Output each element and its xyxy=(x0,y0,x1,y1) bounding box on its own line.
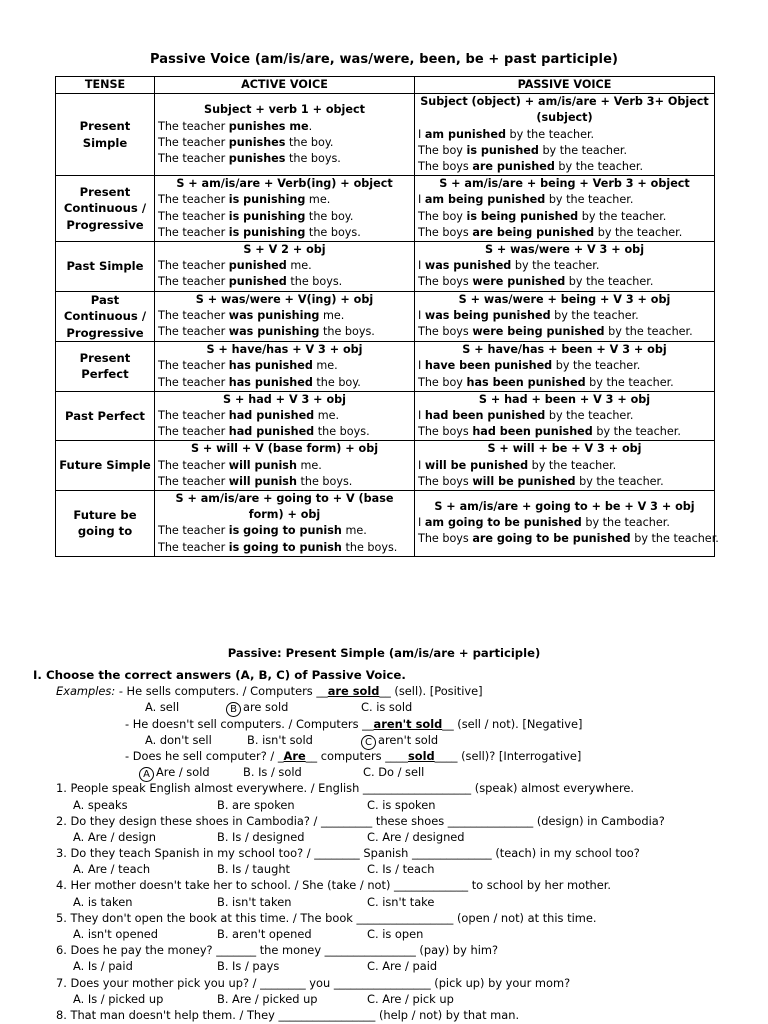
active-example xyxy=(158,135,411,151)
verb-phrase: had punished xyxy=(228,425,315,439)
table-row xyxy=(56,291,715,342)
verb-phrase: is going to punish xyxy=(228,524,342,538)
passive-example xyxy=(418,358,711,374)
example-text: the boy. xyxy=(305,209,354,223)
verb-phrase: has been punished xyxy=(466,375,586,389)
example-1-options xyxy=(33,699,753,715)
passive-example xyxy=(418,143,711,159)
example-text: the boys. xyxy=(341,540,398,554)
active-voice-cell xyxy=(155,391,415,441)
example-text: I xyxy=(418,193,425,207)
verb-phrase: is punishing xyxy=(228,225,306,239)
circled-letter: B xyxy=(226,702,241,717)
question-options xyxy=(33,991,753,1007)
option xyxy=(363,764,424,780)
example-text: The boys xyxy=(418,325,473,339)
option-letter: C. xyxy=(363,765,375,780)
active-voice-cell xyxy=(155,291,415,342)
example-answer: are sold xyxy=(327,684,380,699)
verb-phrase: was being punished xyxy=(424,309,551,323)
answer-option[interactable]: C. is open xyxy=(367,927,424,941)
example-text: the boys. xyxy=(305,225,361,239)
question: 8. That man doesn't help them. / They _________________ (help / not) by that man. xyxy=(56,1007,520,1022)
passive-formula: S + was/were + being + V 3 + obj xyxy=(458,293,671,307)
tense-cell: Present Perfect xyxy=(56,342,155,392)
answer-option[interactable]: B. Is / designed xyxy=(217,829,305,844)
verb-phrase: am being punished xyxy=(424,193,546,207)
answer-option[interactable]: A. Are / design xyxy=(73,829,156,844)
example-text: The boy xyxy=(418,375,467,389)
answer-option[interactable]: A. speaks xyxy=(73,797,128,812)
answer-option[interactable]: C. Are / pick up xyxy=(367,991,454,1006)
example-text: The teacher xyxy=(158,425,229,439)
example-text: The teacher xyxy=(158,275,229,289)
example-text: the boys. xyxy=(319,325,375,339)
verb-phrase: punishes me xyxy=(228,119,309,133)
example-text: The boys xyxy=(418,425,473,439)
passive-example xyxy=(418,274,711,290)
example-sentence: - He sells computers. / Computers __ xyxy=(115,684,328,699)
verb-phrase: is punishing xyxy=(228,209,306,223)
active-formula: S + was/were + V(ing) + obj xyxy=(195,293,374,307)
passive-example xyxy=(418,159,711,175)
answer-option[interactable]: B. Are / picked up xyxy=(217,991,318,1006)
option-text: Are / sold xyxy=(156,765,210,780)
verb-phrase: had been punished xyxy=(424,408,546,422)
example-text: The teacher xyxy=(158,151,229,165)
verb-phrase: was punished xyxy=(424,259,512,273)
active-example xyxy=(158,192,411,208)
example-text: by the teacher. xyxy=(604,325,693,339)
active-example xyxy=(158,258,411,274)
question: 7. Does your mother pick you up? / ________ you _________________ (pick up) by your mom? xyxy=(56,975,571,990)
example-text: the boys. xyxy=(314,425,370,439)
option xyxy=(361,699,412,715)
option-text: are sold xyxy=(243,700,289,715)
verb-phrase: will be punished xyxy=(472,474,576,488)
example-text: by the teacher. xyxy=(545,408,634,422)
example-text: The teacher xyxy=(158,309,229,323)
example-sentence-end: __ (sell / not). [Negative] xyxy=(442,716,583,731)
verb-phrase: am going to be punished xyxy=(424,516,582,530)
exercise-subtitle: Passive: Present Simple (am/is/are + participle) xyxy=(227,646,541,660)
example-text: the boys. xyxy=(285,151,341,165)
example-text: The boy xyxy=(418,143,467,157)
active-example xyxy=(158,358,411,374)
option-letter: B. xyxy=(243,765,255,780)
option-letter: A. xyxy=(145,700,157,715)
example-text: by the teacher. xyxy=(578,209,667,223)
example-text: The boys xyxy=(418,275,473,289)
verb-phrase: will punish xyxy=(228,474,297,488)
example-text: I xyxy=(418,127,425,141)
example-text: the boys. xyxy=(296,474,353,488)
example-sentence-mid: __ computers ____ xyxy=(305,748,408,763)
verb-phrase: am punished xyxy=(424,127,506,141)
question: 3. Do they teach Spanish in my school too? / ________ Spanish ______________ (teach) in my school too? xyxy=(56,846,640,861)
passive-voice-cell xyxy=(415,94,715,176)
option-text: isn't sold xyxy=(262,732,313,747)
header-active: ACTIVE VOICE xyxy=(155,77,415,94)
answer-option[interactable]: B. are spoken xyxy=(217,797,295,812)
passive-example xyxy=(418,515,711,531)
active-example xyxy=(158,375,411,391)
verb-phrase: are punished xyxy=(472,160,555,174)
answer-option[interactable]: B. Is / taught xyxy=(217,862,291,877)
header-passive: PASSIVE VOICE xyxy=(415,77,715,94)
example-text: by the teacher. xyxy=(511,259,600,273)
active-formula: S + had + V 3 + obj xyxy=(223,392,346,406)
example-2 xyxy=(33,716,753,732)
active-example xyxy=(158,408,411,424)
example-text: The teacher xyxy=(158,325,229,339)
verb-phrase: has punished xyxy=(228,375,313,389)
passive-voice-cell xyxy=(415,441,715,491)
verb-phrase: had been punished xyxy=(472,425,593,439)
example-text: The boys xyxy=(418,532,473,546)
tense-cell: Past Simple xyxy=(56,242,155,292)
example-text: The teacher xyxy=(158,225,229,239)
passive-example xyxy=(418,458,711,474)
active-voice-cell xyxy=(155,441,415,491)
active-formula: S + V 2 + obj xyxy=(243,243,326,257)
tense-cell: Future be going to xyxy=(56,490,155,556)
option xyxy=(243,764,302,780)
passive-example xyxy=(418,375,711,391)
example-text: The boy xyxy=(418,209,467,223)
verb-phrase: is punishing xyxy=(228,193,306,207)
question-options xyxy=(33,829,753,845)
answer-option[interactable]: C. Is / teach xyxy=(367,862,435,877)
option-text: aren't sold xyxy=(378,732,439,747)
circled-letter: C xyxy=(361,735,376,750)
option-letter: C. xyxy=(361,700,373,715)
example-text: by the teacher. xyxy=(585,375,674,389)
example-text: I xyxy=(418,408,425,422)
passive-example xyxy=(418,424,711,440)
example-text: by the teacher. xyxy=(565,275,654,289)
answer-option[interactable]: A. Is / paid xyxy=(73,959,133,974)
passive-example xyxy=(418,474,711,490)
active-voice-cell xyxy=(155,490,415,556)
active-example xyxy=(158,540,411,556)
example-sentence: - Does he sell computer? / _ xyxy=(125,748,284,763)
option-text: Is / sold xyxy=(258,765,302,780)
tense-cell: Present Continuous / Progressive xyxy=(56,176,155,242)
example-text: The boys xyxy=(418,474,473,488)
active-formula: S + have/has + V 3 + obj xyxy=(206,343,363,357)
table-header-row xyxy=(56,77,715,94)
answer-option[interactable]: A. is taken xyxy=(73,894,133,909)
question: 4. Her mother doesn't take her to school. / She (take / not) _____________ to school by her mother. xyxy=(56,878,612,893)
passive-example xyxy=(418,308,711,324)
active-formula: S + will + V (base form) + obj xyxy=(190,442,379,456)
example-text: The teacher xyxy=(158,209,229,223)
tense-cell: Future Simple xyxy=(56,441,155,491)
example-text: by the teacher. xyxy=(594,225,683,239)
question-options xyxy=(33,958,753,974)
example-text: me. xyxy=(314,408,340,422)
passive-formula: S + was/were + V 3 + obj xyxy=(484,243,645,257)
tense-cell: Past Perfect xyxy=(56,391,155,441)
option xyxy=(145,732,212,748)
table-row xyxy=(56,176,715,242)
active-example xyxy=(158,119,411,135)
active-example xyxy=(158,151,411,167)
example-text: by the teacher. xyxy=(630,532,719,546)
answer-option[interactable]: A. isn't opened xyxy=(73,927,159,941)
table-row xyxy=(56,441,715,491)
example-text: by the teacher. xyxy=(538,143,628,157)
example-text: The teacher xyxy=(158,135,229,149)
option xyxy=(247,732,313,748)
example-text: I xyxy=(418,259,425,273)
passive-example xyxy=(418,192,711,208)
active-example xyxy=(158,424,411,440)
verb-phrase: punishes xyxy=(228,151,286,165)
examples-label: Examples: xyxy=(56,684,116,699)
question-options xyxy=(33,797,753,813)
answer-option[interactable]: B. Is / pays xyxy=(217,959,280,974)
passive-formula: S + will + be + V 3 + obj xyxy=(487,442,642,456)
option-text: is sold xyxy=(376,700,413,715)
example-text: by the teacher. xyxy=(550,309,639,323)
question: 6. Does he pay the money? _______ the money ________________ (pay) by him? xyxy=(56,943,499,958)
passive-formula: S + have/has + been + V 3 + obj xyxy=(462,343,667,357)
passive-example xyxy=(418,408,711,424)
example-text: The teacher xyxy=(158,540,229,554)
example-text: by the teacher. xyxy=(552,359,641,373)
question-options xyxy=(33,894,753,910)
verb-phrase: is going to punish xyxy=(228,540,342,554)
passive-example xyxy=(418,127,711,143)
example-text: by the teacher. xyxy=(528,458,617,472)
answer-option[interactable]: A. Are / teach xyxy=(73,862,151,877)
example-text: by the teacher. xyxy=(545,193,634,207)
passive-voice-cell xyxy=(415,342,715,392)
passive-example xyxy=(418,324,711,340)
verb-phrase: have been punished xyxy=(424,359,553,373)
example-text: the boy. xyxy=(312,375,361,389)
verb-phrase: are going to be punished xyxy=(472,532,631,546)
example-text: me. xyxy=(305,193,331,207)
passive-formula: S + am/is/are + going to + be + V 3 + obj xyxy=(434,500,695,514)
passive-example xyxy=(418,225,711,241)
page-title: Passive Voice (am/is/are, was/were, been, be + past participle) xyxy=(149,52,619,67)
answer-option[interactable]: C. Are / paid xyxy=(367,959,438,974)
passive-voice-table xyxy=(55,76,719,557)
example-text: The teacher xyxy=(158,474,229,488)
circled-letter: A xyxy=(139,767,154,782)
passive-voice-cell xyxy=(415,176,715,242)
verb-phrase: was punishing xyxy=(228,325,320,339)
option-text: Do / sell xyxy=(378,765,425,780)
example-text: The teacher xyxy=(158,259,229,273)
example-3-options xyxy=(33,764,753,780)
example-text: I xyxy=(418,309,425,323)
answer-option[interactable]: C. isn't take xyxy=(367,894,435,909)
example-text: by the teacher. xyxy=(505,127,595,141)
option-text: don't sell xyxy=(159,732,212,747)
tense-cell: Past Continuous / Progressive xyxy=(56,291,155,342)
question-list xyxy=(33,780,753,1023)
example-text: me. xyxy=(341,524,367,538)
active-example xyxy=(158,523,411,539)
verb-phrase: will punish xyxy=(228,458,297,472)
example-text: The teacher xyxy=(158,458,229,472)
verb-phrase: were being punished xyxy=(472,325,605,339)
answer-option[interactable]: A. Is / picked up xyxy=(73,991,164,1006)
verb-phrase: had punished xyxy=(228,408,315,422)
example-text: me. xyxy=(296,458,322,472)
example-2-options xyxy=(33,732,753,748)
example-text: by the teacher. xyxy=(581,516,670,530)
example-text: by the teacher. xyxy=(575,474,664,488)
example-text: The teacher xyxy=(158,359,229,373)
passive-voice-cell xyxy=(415,242,715,292)
active-example xyxy=(158,474,411,490)
exercise-heading: I. Choose the correct answers (A, B, C) of Passive Voice. xyxy=(33,668,406,682)
verb-phrase: punished xyxy=(228,259,287,273)
passive-formula: S + am/is/are + being + Verb 3 + object xyxy=(439,177,690,191)
verb-phrase: will be punished xyxy=(424,458,529,472)
example-1 xyxy=(33,683,753,699)
verb-phrase: has punished xyxy=(228,359,313,373)
active-formula: S + am/is/are + Verb(ing) + object xyxy=(176,177,393,191)
question: 1. People speak English almost everywhere. / English ___________________ (speak) almost everywhere. xyxy=(56,781,635,796)
active-formula: Subject + verb 1 + object xyxy=(204,103,365,117)
active-example xyxy=(158,209,411,225)
example-text: The boys xyxy=(418,160,473,174)
passive-voice-cell xyxy=(415,291,715,342)
option-text: sell xyxy=(159,700,180,715)
example-text: The teacher xyxy=(158,375,229,389)
example-text: The boys xyxy=(418,225,473,239)
passive-example xyxy=(418,531,719,547)
active-example xyxy=(158,225,411,241)
example-answer: Are xyxy=(283,748,306,763)
tense-cell: Present Simple xyxy=(56,94,155,176)
table-body xyxy=(56,94,719,557)
example-text: the boy. xyxy=(285,135,334,149)
passive-example xyxy=(418,258,711,274)
active-example xyxy=(158,458,411,474)
example-answer-2: sold xyxy=(408,748,435,763)
example-text: I xyxy=(418,359,425,373)
verb-phrase: were punished xyxy=(472,275,566,289)
verb-phrase: punished xyxy=(228,275,287,289)
verb-phrase: is being punished xyxy=(466,209,579,223)
example-answer: aren't sold xyxy=(373,716,443,731)
example-text: me. xyxy=(319,309,345,323)
active-example xyxy=(158,308,411,324)
active-formula: S + am/is/are + going to + V (base form) + obj xyxy=(175,491,394,522)
answer-option[interactable]: B. aren't opened xyxy=(217,927,312,941)
table-row xyxy=(56,342,715,392)
active-example xyxy=(158,324,411,340)
exercise-section xyxy=(33,667,753,1023)
active-voice-cell xyxy=(155,94,415,176)
active-example xyxy=(158,274,411,290)
active-voice-cell xyxy=(155,342,415,392)
passive-voice-cell xyxy=(415,490,719,556)
answer-option[interactable]: B. isn't taken xyxy=(217,894,292,909)
example-text: me. xyxy=(312,359,338,373)
example-text: The teacher xyxy=(158,119,229,133)
example-text: I xyxy=(418,458,425,472)
question: 2. Do they design these shoes in Cambodia? / _________ these shoes _______________ (design) in Cambodia? xyxy=(56,813,665,828)
question: 5. They don't open the book at this time. / The book _________________ (open / not) at this time. xyxy=(56,910,597,925)
question-options xyxy=(33,861,753,877)
verb-phrase: is punished xyxy=(466,143,539,157)
answer-option[interactable]: C. is spoken xyxy=(367,797,436,812)
passive-example xyxy=(418,209,711,225)
passive-formula: Subject (object) + am/is/are + Verb 3+ Object (subject) xyxy=(420,95,709,125)
example-text: The teacher xyxy=(158,408,229,422)
verb-phrase: was punishing xyxy=(228,309,320,323)
option-letter: A. xyxy=(145,732,157,747)
option xyxy=(145,699,179,715)
example-text: me. xyxy=(286,259,312,273)
header-tense: TENSE xyxy=(56,77,155,94)
example-sentence: - He doesn't sell computers. / Computers __ xyxy=(125,716,374,731)
example-text: The teacher xyxy=(158,524,229,538)
question-options xyxy=(33,926,753,942)
example-3 xyxy=(33,748,753,764)
option-letter: B. xyxy=(247,732,259,747)
example-text: . xyxy=(308,119,313,133)
example-text: I xyxy=(418,516,425,530)
table-row xyxy=(56,391,715,441)
verb-phrase: are being punished xyxy=(472,225,595,239)
example-text: The teacher xyxy=(158,193,229,207)
example-sentence-end: __ (sell). [Positive] xyxy=(379,684,483,699)
active-voice-cell xyxy=(155,242,415,292)
example-sentence-end: ____ (sell)? [Interrogative] xyxy=(434,748,582,763)
table-row xyxy=(56,490,715,556)
table-row xyxy=(56,94,715,176)
table-row xyxy=(56,242,715,292)
passive-formula: S + had + been + V 3 + obj xyxy=(478,392,651,406)
passive-voice-cell xyxy=(415,391,715,441)
example-text: by the teacher. xyxy=(554,160,644,174)
active-voice-cell xyxy=(155,176,415,242)
example-text: by the teacher. xyxy=(592,425,681,439)
example-text: the boys. xyxy=(286,275,343,289)
answer-option[interactable]: C. Are / designed xyxy=(367,829,465,844)
verb-phrase: punishes xyxy=(228,135,286,149)
